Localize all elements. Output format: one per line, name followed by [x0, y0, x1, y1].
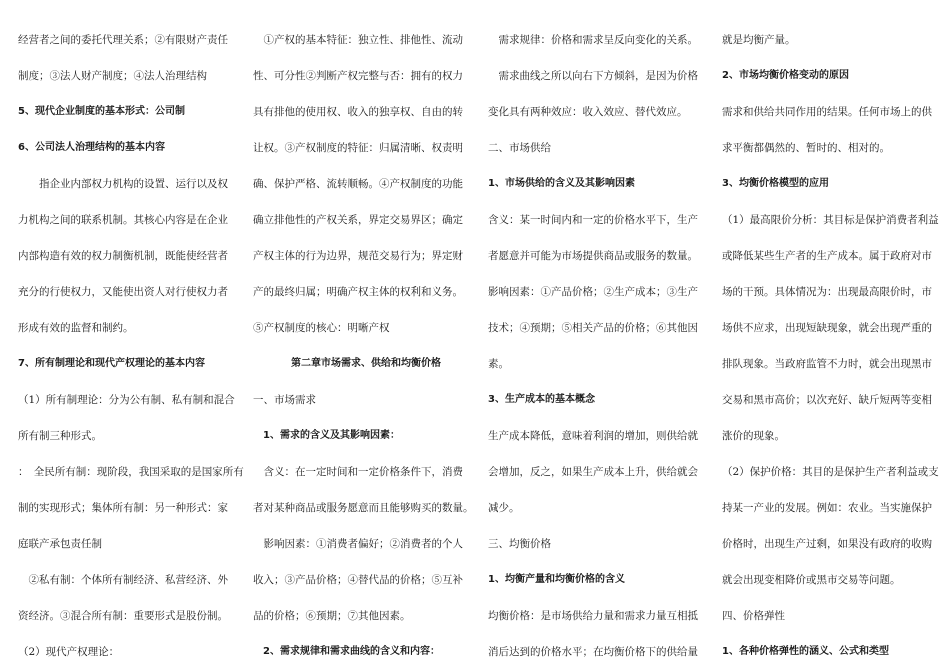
text-line: 1、需求的含义及其影响因素： — [253, 430, 400, 441]
text-line: 庭联产承包责任制 — [18, 538, 102, 550]
text-line: 产权主体的行为边界，规范交易行为；界定财 — [253, 250, 463, 262]
text-line: 者对某种商品或服务愿意而且能够购买的数量。 — [253, 502, 474, 514]
text-line: 性、可分性②判断产权完整与否：拥有的权力 — [253, 70, 463, 82]
text-line: 生产成本降低，意味着利润的增加，则供给就 — [488, 430, 698, 442]
text-line: 内部构造有效的权力制衡机制，既能使经营者 — [18, 250, 228, 262]
text-line: 充分的行使权力，又能使出资人对行使权力者 — [18, 286, 228, 298]
text-line: （2）保护价格：其目的是保护生产者利益或支 — [722, 466, 939, 478]
text-line: 交易和黑市高价；以次充好、缺斤短两等变相 — [722, 394, 932, 406]
text-line: ⑤产权制度的核心：明晰产权 — [253, 322, 390, 334]
text-line: （1）最高限价分析：其目标是保护消费者利益 — [722, 214, 939, 226]
text-line: 影响因素：①产品价格；②生产成本；③生产 — [488, 286, 698, 298]
text-line: 或降低某些生产者的生产成本。属于政府对市 — [722, 250, 932, 262]
text-column-4 — [722, 22, 948, 670]
text-line: 者愿意并可能为市场提供商品或服务的数量。 — [488, 250, 698, 262]
text-line: 5、现代企业制度的基本形式：公司制 — [18, 106, 185, 117]
text-line: 1、各种价格弹性的涵义、公式和类型 — [722, 646, 889, 657]
text-line: 指企业内部权力机构的设置、运行以及权 — [18, 178, 228, 190]
text-line: ： 全民所有制：现阶段，我国采取的是国家所有 — [18, 466, 244, 478]
text-line: ①产权的基本特征：独立性、排他性、流动 — [253, 34, 463, 46]
text-line: 1、均衡产量和均衡价格的含义 — [488, 574, 625, 585]
text-line: 7、所有制理论和现代产权理论的基本内容 — [18, 358, 205, 369]
text-line: 变化具有两种效应：收入效应、替代效应。 — [488, 106, 688, 118]
text-line: 二、市场供给 — [488, 142, 551, 154]
text-line: 确、保护严格、流转顺畅。④产权制度的功能 — [253, 178, 463, 190]
text-line: 场供不应求，出现短缺现象，就会出现严重的 — [722, 322, 932, 334]
text-line: 资经济。③混合所有制：重要形式是股份制。 — [18, 610, 228, 622]
text-line: 涨价的现象。 — [722, 430, 785, 442]
text-line: 力机构之间的联系机制。其核心内容是在企业 — [18, 214, 228, 226]
text-line: 3、生产成本的基本概念 — [488, 394, 595, 405]
text-line: 价格时，出现生产过剩，如果没有政府的收购 — [722, 538, 932, 550]
text-line: 就会出现变相降价或黑市交易等问题。 — [722, 574, 901, 586]
text-line: 让权。③产权制度的特征：归属清晰、权责明 — [253, 142, 463, 154]
text-line: 均衡价格：是市场供给力量和需求力量互相抵 — [488, 610, 698, 622]
text-line: ②私有制：个体所有制经济、私营经济、外 — [18, 574, 228, 586]
text-column-1 — [18, 22, 244, 670]
text-line: 2、需求规律和需求曲线的含义和内容： — [253, 646, 440, 657]
text-line: 6、公司法人治理结构的基本内容 — [18, 142, 165, 153]
text-line: 持某一产业的发展。例如：农业。当实施保护 — [722, 502, 932, 514]
text-line: 产的最终归属；明确产权主体的权利和义务。 — [253, 286, 463, 298]
text-line: 确立排他性的产权关系，界定交易界区；确定 — [253, 214, 463, 226]
text-line: 就是均衡产量。 — [722, 34, 796, 46]
text-line: 含义：某一时间内和一定的价格水平下，生产 — [488, 214, 698, 226]
text-line: 三、均衡价格 — [488, 538, 551, 550]
text-line: 需求和供给共同作用的结果。任何市场上的供 — [722, 106, 932, 118]
text-line: 收入；③产品价格；④替代品的价格；⑤互补 — [253, 574, 463, 586]
text-line: 一、市场需求 — [253, 394, 316, 406]
text-line: 求平衡都偶然的、暂时的、相对的。 — [722, 142, 890, 154]
text-line: 影响因素：①消费者偏好；②消费者的个人 — [253, 538, 463, 550]
text-line: 形成有效的监督和制约。 — [18, 322, 134, 334]
text-line: 技术；④预期；⑤相关产品的价格；⑥其他因 — [488, 322, 698, 334]
text-line: 减少。 — [488, 502, 520, 514]
text-line: 含义：在一定时间和一定价格条件下，消费 — [253, 466, 463, 478]
text-line: 具有排他的使用权、收入的独享权、自由的转 — [253, 106, 463, 118]
text-line: 排队现象。当政府监管不力时，就会出现黑市 — [722, 358, 932, 370]
text-line: 需求规律：价格和需求呈反向变化的关系。 — [488, 34, 698, 46]
text-line: 四、价格弹性 — [722, 610, 785, 622]
text-line: 所有制三种形式。 — [18, 430, 102, 442]
text-line: 第二章市场需求、供给和均衡价格 — [291, 358, 441, 369]
text-line: 素。 — [488, 358, 509, 370]
text-line: （1）所有制理论：分为公有制、私有制和混合 — [18, 394, 235, 406]
text-column-2 — [253, 22, 479, 670]
text-line: 制的实现形式；集体所有制：另一种形式：家 — [18, 502, 228, 514]
text-line: 品的价格；⑥预期；⑦其他因素。 — [253, 610, 411, 622]
text-line: （2）现代产权理论： — [18, 646, 120, 658]
text-line: 1、市场供给的含义及其影响因素 — [488, 178, 635, 189]
text-line: 3、均衡价格模型的应用 — [722, 178, 829, 189]
text-line: 经营者之间的委托代理关系；②有限财产责任 — [18, 34, 228, 46]
text-line: 会增加，反之，如果生产成本上升，供给就会 — [488, 466, 698, 478]
text-column-3 — [488, 22, 714, 670]
text-line: 2、市场均衡价格变动的原因 — [722, 70, 849, 81]
text-line: 需求曲线之所以向右下方倾斜，是因为价格 — [488, 70, 698, 82]
text-line: 场的干预。具体情况为：出现最高限价时，市 — [722, 286, 932, 298]
text-line: 消后达到的价格水平；在均衡价格下的供给量 — [488, 646, 698, 658]
text-line: 制度；③法人财产制度；④法人治理结构 — [18, 70, 207, 82]
